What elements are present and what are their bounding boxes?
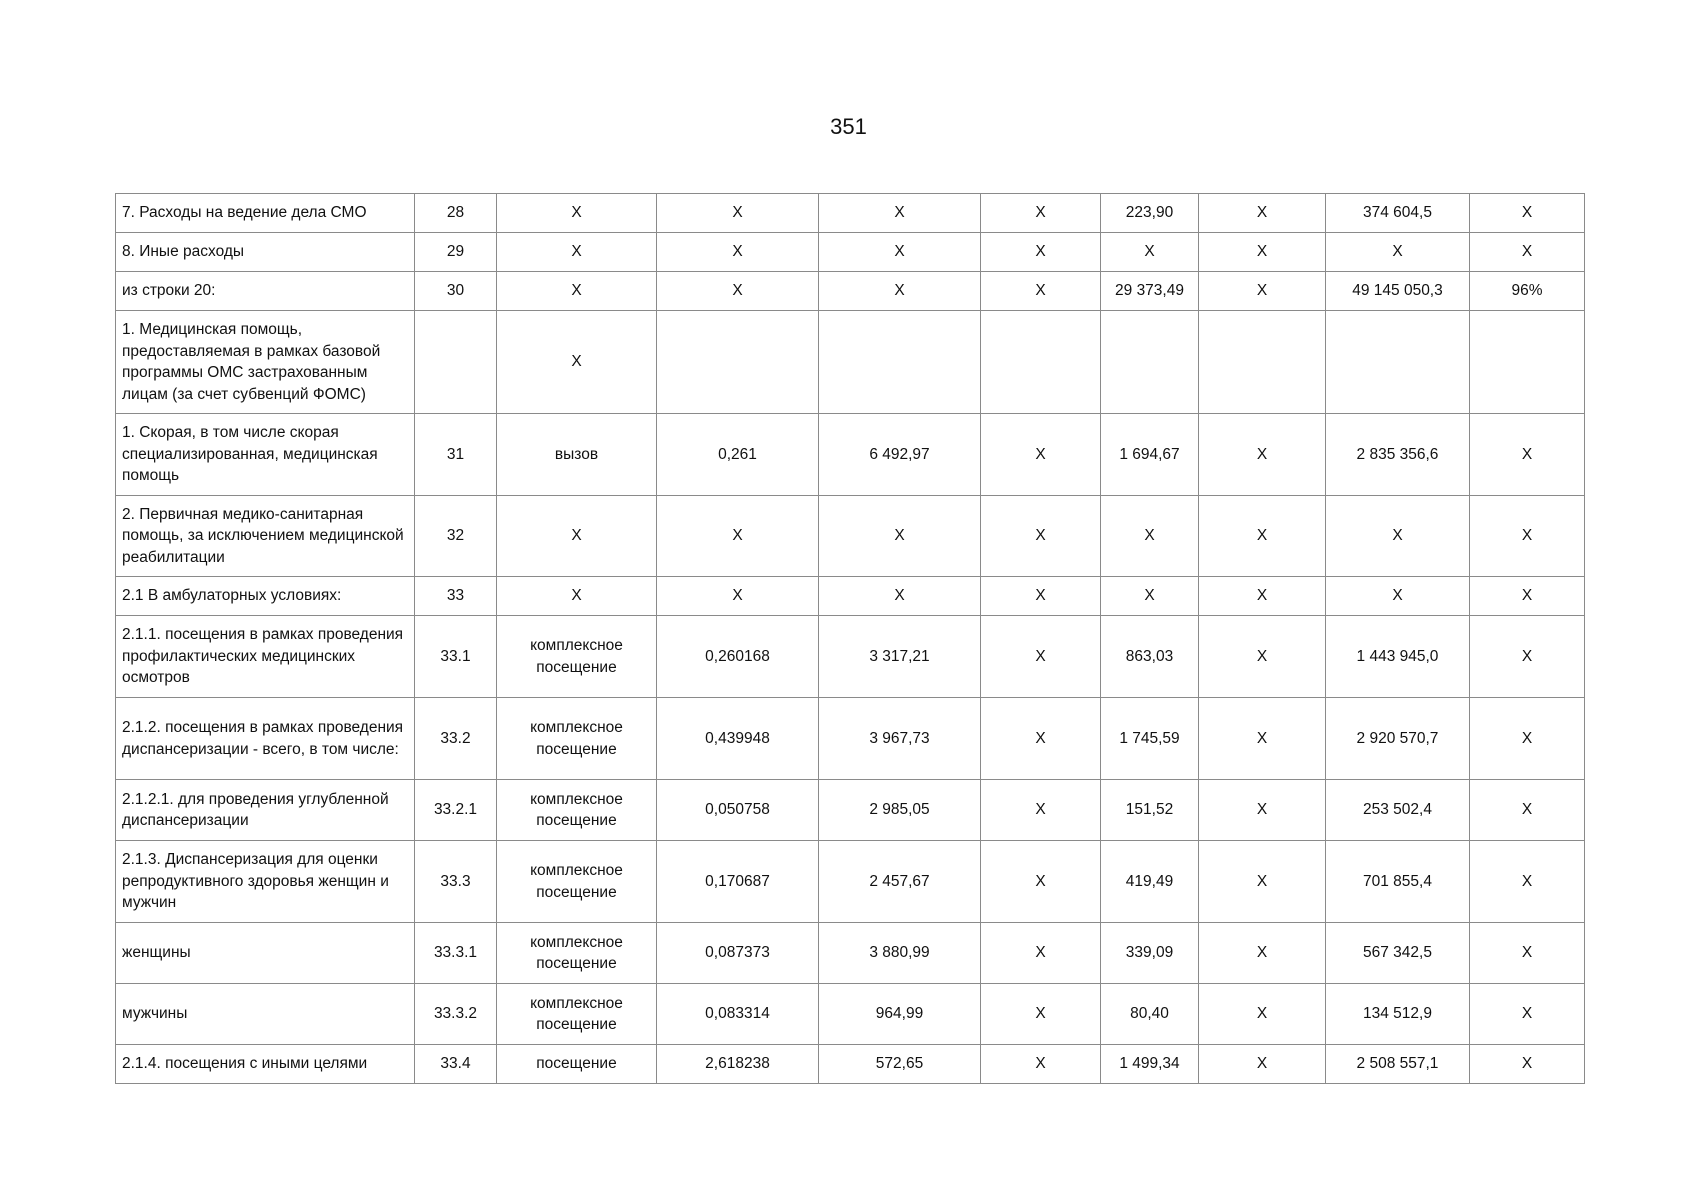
value-cell: Х bbox=[981, 1045, 1101, 1084]
row-name-cell: 2. Первичная медико-санитарная помощь, за исключением медицинской реабилитации bbox=[116, 496, 415, 577]
row-name-cell: 7. Расходы на ведение дела СМО bbox=[116, 194, 415, 233]
value-cell: 3 967,73 bbox=[819, 698, 981, 780]
value-cell: Х bbox=[1199, 414, 1326, 496]
value-cell: Х bbox=[657, 577, 819, 616]
value-cell bbox=[1199, 311, 1326, 414]
value-cell: Х bbox=[819, 233, 981, 272]
value-cell: 0,083314 bbox=[657, 984, 819, 1045]
line-number-cell: 33.1 bbox=[415, 616, 497, 698]
value-cell: Х bbox=[1470, 984, 1585, 1045]
value-cell: Х bbox=[1326, 496, 1470, 577]
line-number-cell: 28 bbox=[415, 194, 497, 233]
value-cell: Х bbox=[981, 841, 1101, 923]
unit-cell: Х bbox=[497, 577, 657, 616]
value-cell: Х bbox=[1470, 616, 1585, 698]
value-cell: Х bbox=[1199, 841, 1326, 923]
value-cell: Х bbox=[981, 272, 1101, 311]
value-cell: Х bbox=[1470, 923, 1585, 984]
line-number-cell: 33.2.1 bbox=[415, 780, 497, 841]
value-cell: Х bbox=[981, 984, 1101, 1045]
line-number-cell bbox=[415, 311, 497, 414]
value-cell: Х bbox=[981, 194, 1101, 233]
line-number-cell: 33.3.2 bbox=[415, 984, 497, 1045]
value-cell: 2 508 557,1 bbox=[1326, 1045, 1470, 1084]
unit-cell: Х bbox=[497, 311, 657, 414]
value-cell: Х bbox=[1199, 272, 1326, 311]
value-cell: Х bbox=[819, 272, 981, 311]
value-cell: Х bbox=[1470, 841, 1585, 923]
value-cell: Х bbox=[1199, 233, 1326, 272]
unit-cell: комплексное посещение bbox=[497, 841, 657, 923]
value-cell: 6 492,97 bbox=[819, 414, 981, 496]
unit-cell: комплексное посещение bbox=[497, 616, 657, 698]
cost-table bbox=[115, 193, 1585, 1084]
value-cell: Х bbox=[1199, 496, 1326, 577]
line-number-cell: 29 bbox=[415, 233, 497, 272]
table-row bbox=[116, 233, 1585, 272]
unit-cell: Х bbox=[497, 496, 657, 577]
value-cell: Х bbox=[657, 194, 819, 233]
table-row bbox=[116, 841, 1585, 923]
line-number-cell: 33.4 bbox=[415, 1045, 497, 1084]
value-cell: Х bbox=[1470, 233, 1585, 272]
unit-cell: Х bbox=[497, 194, 657, 233]
row-name-cell: из строки 20: bbox=[116, 272, 415, 311]
unit-cell: Х bbox=[497, 233, 657, 272]
table-row bbox=[116, 414, 1585, 496]
value-cell: Х bbox=[1470, 194, 1585, 233]
row-name-cell: мужчины bbox=[116, 984, 415, 1045]
value-cell: 1 443 945,0 bbox=[1326, 616, 1470, 698]
value-cell: 2 985,05 bbox=[819, 780, 981, 841]
value-cell: 2 920 570,7 bbox=[1326, 698, 1470, 780]
value-cell: 253 502,4 bbox=[1326, 780, 1470, 841]
value-cell: Х bbox=[1326, 577, 1470, 616]
value-cell: 701 855,4 bbox=[1326, 841, 1470, 923]
line-number-cell: 30 bbox=[415, 272, 497, 311]
line-number-cell: 33 bbox=[415, 577, 497, 616]
value-cell: Х bbox=[981, 496, 1101, 577]
line-number-cell: 33.2 bbox=[415, 698, 497, 780]
value-cell: Х bbox=[1101, 496, 1199, 577]
table-row bbox=[116, 194, 1585, 233]
value-cell: 339,09 bbox=[1101, 923, 1199, 984]
value-cell: Х bbox=[657, 272, 819, 311]
value-cell: Х bbox=[1199, 780, 1326, 841]
value-cell: Х bbox=[657, 496, 819, 577]
row-name-cell: 2.1.1. посещения в рамках проведения профилактических медицинских осмотров bbox=[116, 616, 415, 698]
value-cell: Х bbox=[1199, 923, 1326, 984]
value-cell: 0,087373 bbox=[657, 923, 819, 984]
table-row bbox=[116, 984, 1585, 1045]
table-body bbox=[116, 194, 1585, 1084]
value-cell: 2 457,67 bbox=[819, 841, 981, 923]
value-cell: 374 604,5 bbox=[1326, 194, 1470, 233]
value-cell bbox=[819, 311, 981, 414]
value-cell: 863,03 bbox=[1101, 616, 1199, 698]
value-cell: Х bbox=[981, 923, 1101, 984]
value-cell: Х bbox=[1326, 233, 1470, 272]
value-cell: Х bbox=[819, 194, 981, 233]
value-cell: Х bbox=[981, 780, 1101, 841]
value-cell: 1 694,67 bbox=[1101, 414, 1199, 496]
value-cell bbox=[1326, 311, 1470, 414]
value-cell: 2 835 356,6 bbox=[1326, 414, 1470, 496]
value-cell: 96% bbox=[1470, 272, 1585, 311]
value-cell: 3 880,99 bbox=[819, 923, 981, 984]
value-cell: Х bbox=[981, 414, 1101, 496]
value-cell bbox=[1470, 311, 1585, 414]
table-row bbox=[116, 698, 1585, 780]
page-number: 351 bbox=[830, 114, 867, 139]
table-row bbox=[116, 1045, 1585, 1084]
value-cell: 2,618238 bbox=[657, 1045, 819, 1084]
unit-cell: комплексное посещение bbox=[497, 984, 657, 1045]
row-name-cell: 2.1.2.1. для проведения углубленной диспансеризации bbox=[116, 780, 415, 841]
value-cell: Х bbox=[981, 616, 1101, 698]
value-cell: Х bbox=[819, 577, 981, 616]
table-row bbox=[116, 616, 1585, 698]
value-cell: 80,40 bbox=[1101, 984, 1199, 1045]
value-cell: Х bbox=[1199, 194, 1326, 233]
value-cell: 223,90 bbox=[1101, 194, 1199, 233]
table-row bbox=[116, 272, 1585, 311]
value-cell: Х bbox=[1199, 1045, 1326, 1084]
value-cell: Х bbox=[1470, 496, 1585, 577]
row-name-cell: 2.1.3. Диспансеризация для оценки репродуктивного здоровья женщин и мужчин bbox=[116, 841, 415, 923]
row-name-cell: 8. Иные расходы bbox=[116, 233, 415, 272]
row-name-cell: 2.1 В амбулаторных условиях: bbox=[116, 577, 415, 616]
value-cell: Х bbox=[1470, 780, 1585, 841]
unit-cell: комплексное посещение bbox=[497, 780, 657, 841]
unit-cell: посещение bbox=[497, 1045, 657, 1084]
value-cell: Х bbox=[657, 233, 819, 272]
row-name-cell: 2.1.4. посещения с иными целями bbox=[116, 1045, 415, 1084]
value-cell: Х bbox=[981, 577, 1101, 616]
value-cell: 151,52 bbox=[1101, 780, 1199, 841]
value-cell: Х bbox=[981, 698, 1101, 780]
value-cell: 0,260168 bbox=[657, 616, 819, 698]
value-cell: 49 145 050,3 bbox=[1326, 272, 1470, 311]
line-number-cell: 33.3.1 bbox=[415, 923, 497, 984]
unit-cell: вызов bbox=[497, 414, 657, 496]
table-row bbox=[116, 577, 1585, 616]
value-cell: Х bbox=[981, 233, 1101, 272]
value-cell: Х bbox=[1199, 616, 1326, 698]
value-cell: Х bbox=[1101, 233, 1199, 272]
row-name-cell: 2.1.2. посещения в рамках проведения диспансеризации - всего, в том числе: bbox=[116, 698, 415, 780]
value-cell: 567 342,5 bbox=[1326, 923, 1470, 984]
row-name-cell: женщины bbox=[116, 923, 415, 984]
value-cell: 572,65 bbox=[819, 1045, 981, 1084]
value-cell: Х bbox=[1470, 577, 1585, 616]
value-cell: 0,261 bbox=[657, 414, 819, 496]
value-cell: 1 499,34 bbox=[1101, 1045, 1199, 1084]
value-cell: 0,439948 bbox=[657, 698, 819, 780]
unit-cell: комплексное посещение bbox=[497, 923, 657, 984]
table-row bbox=[116, 923, 1585, 984]
value-cell bbox=[1101, 311, 1199, 414]
line-number-cell: 31 bbox=[415, 414, 497, 496]
value-cell: 134 512,9 bbox=[1326, 984, 1470, 1045]
value-cell: 1 745,59 bbox=[1101, 698, 1199, 780]
value-cell: Х bbox=[1199, 577, 1326, 616]
value-cell: Х bbox=[819, 496, 981, 577]
table-row bbox=[116, 780, 1585, 841]
value-cell bbox=[981, 311, 1101, 414]
row-name-cell: 1. Скорая, в том числе скорая специализированная, медицинская помощь bbox=[116, 414, 415, 496]
value-cell: 0,050758 bbox=[657, 780, 819, 841]
row-name-cell: 1. Медицинская помощь, предоставляемая в рамках базовой программы ОМС застрахованным лицам (за счет субвенций ФОМС) bbox=[116, 311, 415, 414]
unit-cell: комплексное посещение bbox=[497, 698, 657, 780]
value-cell: Х bbox=[1470, 414, 1585, 496]
value-cell: Х bbox=[1470, 698, 1585, 780]
value-cell: 419,49 bbox=[1101, 841, 1199, 923]
value-cell: 29 373,49 bbox=[1101, 272, 1199, 311]
value-cell: 964,99 bbox=[819, 984, 981, 1045]
value-cell: Х bbox=[1199, 984, 1326, 1045]
table-row bbox=[116, 311, 1585, 414]
value-cell: 0,170687 bbox=[657, 841, 819, 923]
table-row bbox=[116, 496, 1585, 577]
line-number-cell: 33.3 bbox=[415, 841, 497, 923]
line-number-cell: 32 bbox=[415, 496, 497, 577]
value-cell: Х bbox=[1199, 698, 1326, 780]
value-cell: Х bbox=[1470, 1045, 1585, 1084]
value-cell: 3 317,21 bbox=[819, 616, 981, 698]
unit-cell: Х bbox=[497, 272, 657, 311]
value-cell bbox=[657, 311, 819, 414]
value-cell: Х bbox=[1101, 577, 1199, 616]
